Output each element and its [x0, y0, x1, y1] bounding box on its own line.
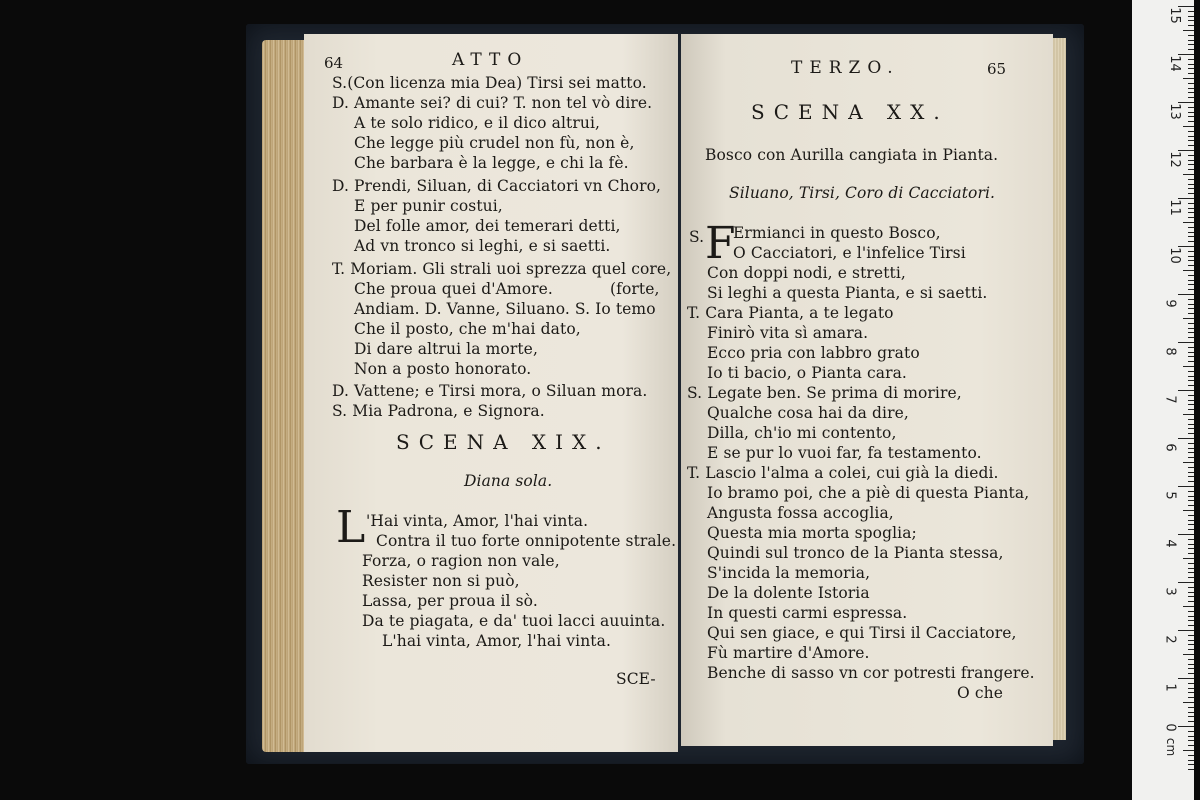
ruler-tick [1188, 448, 1194, 449]
text-line: Finirò vita sì amara. [707, 324, 869, 342]
ruler-tick [1188, 236, 1194, 237]
ruler-number: 9 [1162, 299, 1178, 308]
ruler-tick [1188, 323, 1194, 324]
ruler-tick [1188, 25, 1194, 26]
ruler-tick [1188, 649, 1194, 650]
text-line: D. Vattene; e Tirsi mora, o Siluan mora. [332, 382, 648, 400]
text-line: T. Lascio l'alma a colei, cui già la diedi. [687, 464, 999, 482]
ruler-tick [1183, 462, 1194, 463]
ruler-tick [1188, 443, 1194, 444]
ruler-tick [1188, 572, 1194, 573]
ruler-tick [1188, 11, 1194, 12]
ruler-tick [1188, 337, 1194, 338]
ruler-tick [1188, 140, 1194, 141]
ruler-tick [1188, 467, 1194, 468]
ruler-tick [1188, 376, 1194, 377]
ruler-tick [1188, 520, 1194, 521]
ruler-tick [1188, 721, 1194, 722]
ruler-number: 2 [1162, 635, 1178, 644]
ruler-tick [1188, 380, 1194, 381]
scene-title-left: SCENA XIX. [396, 430, 611, 454]
ruler-tick [1188, 121, 1194, 122]
ruler-tick [1183, 30, 1194, 31]
ruler-tick [1188, 203, 1194, 204]
text-line: S. Legate ben. Se prima di morire, [687, 384, 962, 402]
text-line: Benche di sasso vn cor potresti frangere. [707, 664, 1035, 682]
ruler-tick [1188, 553, 1194, 554]
text-line: S. Mia Padrona, e Signora. [332, 402, 545, 420]
ruler-tick [1188, 404, 1194, 405]
ruler-tick [1188, 716, 1194, 717]
ruler-tick [1188, 491, 1194, 492]
scale-ruler [1132, 0, 1194, 800]
folio-left: 64 [324, 54, 344, 72]
text-line: A te solo ridico, e il dico altrui, [354, 114, 601, 132]
ruler-tick [1178, 582, 1194, 583]
ruler-tick [1188, 596, 1194, 597]
text-line: Resister non si può, [362, 572, 520, 590]
text-line: In questi carmi espressa. [707, 604, 908, 622]
ruler-tick [1188, 697, 1194, 698]
ruler-tick [1183, 654, 1194, 655]
text-line: Del folle amor, dei temerari detti, [354, 217, 621, 235]
ruler-tick [1188, 92, 1194, 93]
ruler-number: 6 [1162, 443, 1178, 452]
ruler-tick [1188, 179, 1194, 180]
ruler-tick [1183, 318, 1194, 319]
ruler-tick [1188, 208, 1194, 209]
text-line: Si leghi a questa Pianta, e si saetti. [707, 284, 988, 302]
drop-cap-left: L [336, 502, 366, 553]
ruler-tick [1188, 20, 1194, 21]
ruler-tick [1188, 73, 1194, 74]
text-line: Non a posto honorato. [354, 360, 532, 378]
catchword-left: SCE- [616, 670, 656, 688]
ruler-tick [1188, 428, 1194, 429]
ruler-tick [1183, 414, 1194, 415]
ruler-tick [1188, 49, 1194, 50]
ruler-tick [1188, 457, 1194, 458]
ruler-tick [1188, 352, 1194, 353]
ruler-tick [1188, 640, 1194, 641]
running-head-left: ATTO [452, 50, 529, 70]
text-line: Che il posto, che m'hai dato, [354, 320, 581, 338]
text-line: 'Hai vinta, Amor, l'hai vinta. [366, 512, 589, 530]
ruler-tick [1188, 740, 1194, 741]
ruler-number: 8 [1162, 347, 1178, 356]
ruler-tick [1188, 524, 1194, 525]
ruler-tick [1178, 678, 1194, 679]
ruler-tick [1188, 193, 1194, 194]
catchword-right: O che [957, 684, 1003, 702]
ruler-tick [1183, 174, 1194, 175]
ruler-tick [1188, 188, 1194, 189]
running-head-right: TERZO. [791, 58, 900, 78]
ruler-tick [1188, 400, 1194, 401]
ruler-tick [1188, 304, 1194, 305]
ruler-tick [1188, 625, 1194, 626]
ruler-tick [1188, 736, 1194, 737]
text-line: Ad vn tronco si leghi, e si saetti. [354, 237, 611, 255]
ruler-tick [1188, 515, 1194, 516]
ruler-tick [1188, 385, 1194, 386]
folio-right: 65 [987, 60, 1007, 78]
ruler-tick [1188, 620, 1194, 621]
text-line: Ecco pria con labbro grato [707, 344, 920, 362]
text-line: Che proua quei d'Amore. [354, 280, 553, 298]
ruler-tick [1188, 107, 1194, 108]
ruler-number: 7 [1162, 395, 1178, 404]
ruler-tick [1188, 668, 1194, 669]
ruler-tick [1188, 601, 1194, 602]
ruler-tick [1178, 294, 1194, 295]
ruler-tick [1188, 548, 1194, 549]
ruler-tick [1178, 486, 1194, 487]
ruler-tick [1183, 222, 1194, 223]
ruler-tick [1188, 395, 1194, 396]
ruler-tick [1183, 270, 1194, 271]
ruler-tick [1188, 64, 1194, 65]
ruler-tick [1188, 169, 1194, 170]
text-line-forte: (forte, [610, 280, 660, 298]
ruler-tick [1188, 688, 1194, 689]
ruler-tick [1188, 256, 1194, 257]
text-line: Forza, o ragion non vale, [362, 552, 560, 570]
ruler-tick [1178, 534, 1194, 535]
scene-setting: Bosco con Aurilla cangiata in Pianta. [705, 146, 999, 164]
ruler-tick [1188, 160, 1194, 161]
text-line: Questa mia morta spoglia; [707, 524, 917, 542]
ruler-number: 1 [1162, 683, 1178, 692]
ruler-tick [1188, 299, 1194, 300]
text-line: T. Moriam. Gli strali uoi sprezza quel core, [332, 260, 672, 278]
ruler-tick [1183, 510, 1194, 511]
ruler-tick [1188, 424, 1194, 425]
ruler-tick [1188, 577, 1194, 578]
drop-speaker: S. [689, 228, 705, 246]
text-line: Qui sen giace, e qui Tirsi il Cacciatore, [707, 624, 1017, 642]
text-line: Angusta fossa accoglia, [707, 504, 894, 522]
ruler-tick [1188, 563, 1194, 564]
ruler-tick [1188, 587, 1194, 588]
text-line: Che barbara è la legge, e chi la fè. [354, 154, 629, 172]
ruler-unit: cm [1164, 737, 1179, 757]
text-line: D. Amante sei? di cui? T. non tel vò dire. [332, 94, 653, 112]
ruler-tick [1188, 184, 1194, 185]
ruler-tick [1188, 217, 1194, 218]
ruler-tick [1188, 251, 1194, 252]
ruler-tick [1188, 227, 1194, 228]
ruler-tick [1188, 136, 1194, 137]
text-line: O Cacciatori, e l'infelice Tirsi [733, 244, 966, 262]
ruler-tick [1188, 361, 1194, 362]
ruler-tick [1188, 481, 1194, 482]
scene-characters: Siluano, Tirsi, Coro di Cacciatori. [729, 184, 996, 202]
ruler-number: 12 [1166, 151, 1182, 168]
ruler-tick [1188, 635, 1194, 636]
text-line: D. Prendi, Siluan, di Cacciatori vn Choro, [332, 177, 662, 195]
ruler-tick [1188, 280, 1194, 281]
ruler-tick [1188, 371, 1194, 372]
ruler-tick [1178, 726, 1194, 727]
ruler-tick [1188, 308, 1194, 309]
scene-subtitle-left: Diana sola. [464, 472, 553, 490]
ruler-number: 5 [1162, 491, 1178, 500]
text-line: L'hai vinta, Amor, l'hai vinta. [382, 632, 611, 650]
left-page [304, 34, 678, 752]
ruler-tick [1188, 568, 1194, 569]
ruler-tick [1188, 707, 1194, 708]
ruler-tick [1188, 496, 1194, 497]
ruler-tick [1188, 452, 1194, 453]
text-line: Io bramo poi, che a piè di questa Pianta, [707, 484, 1030, 502]
ruler-number: 14 [1166, 55, 1182, 72]
ruler-tick [1188, 241, 1194, 242]
right-page [681, 34, 1053, 746]
ruler-tick [1178, 390, 1194, 391]
ruler-tick [1188, 760, 1194, 761]
ruler-tick [1188, 164, 1194, 165]
ruler-tick [1183, 702, 1194, 703]
ruler-tick [1188, 260, 1194, 261]
ruler-tick [1188, 68, 1194, 69]
ruler-tick [1188, 692, 1194, 693]
ruler-tick [1188, 592, 1194, 593]
ruler-number: 10 [1166, 247, 1182, 264]
ruler-tick [1188, 265, 1194, 266]
ruler-number: 11 [1166, 199, 1182, 216]
ruler-tick [1188, 356, 1194, 357]
ruler-tick [1188, 664, 1194, 665]
ruler-tick [1188, 755, 1194, 756]
ruler-tick [1188, 112, 1194, 113]
text-line: Andiam. D. Vanne, Siluano. S. Io temo [354, 300, 656, 318]
ruler-tick [1178, 342, 1194, 343]
text-line: Qualche cosa hai da dire, [707, 404, 909, 422]
ruler-tick [1188, 97, 1194, 98]
ruler-tick [1188, 544, 1194, 545]
ruler-number: 13 [1166, 103, 1182, 120]
ruler-tick [1178, 438, 1194, 439]
ruler-tick [1183, 558, 1194, 559]
ruler-tick [1188, 712, 1194, 713]
ruler-tick [1188, 769, 1194, 770]
ruler-tick [1188, 616, 1194, 617]
ruler-tick [1188, 419, 1194, 420]
ruler-tick [1188, 83, 1194, 84]
ruler-tick [1188, 328, 1194, 329]
ruler-tick [1188, 44, 1194, 45]
ruler-tick [1188, 745, 1194, 746]
ruler-tick [1188, 35, 1194, 36]
ruler-tick [1183, 606, 1194, 607]
text-line: Quindi sul tronco de la Pianta stessa, [707, 544, 1004, 562]
ruler-tick [1188, 332, 1194, 333]
ruler-tick [1188, 16, 1194, 17]
ruler-tick [1188, 289, 1194, 290]
text-line: S'incida la memoria, [707, 564, 871, 582]
ruler-tick [1188, 539, 1194, 540]
text-line: Lassa, per proua il sò. [362, 592, 538, 610]
ruler-tick [1183, 366, 1194, 367]
ruler-tick [1178, 630, 1194, 631]
text-line: T. Cara Pianta, a te legato [687, 304, 894, 322]
text-line: E per punir costui, [354, 197, 503, 215]
text-line: Che legge più crudel non fù, non è, [354, 134, 635, 152]
ruler-tick [1188, 659, 1194, 660]
ruler-tick [1188, 731, 1194, 732]
ruler-tick [1183, 78, 1194, 79]
ruler-tick [1188, 476, 1194, 477]
ruler-number: 0 [1162, 723, 1178, 732]
text-line: E se pur lo vuoi far, fa testamento. [707, 444, 982, 462]
text-line: S.(Con licenza mia Dea) Tirsi sei matto. [332, 74, 647, 92]
ruler-tick [1188, 284, 1194, 285]
text-line: Da te piagata, e da' tuoi lacci auuinta. [362, 612, 666, 630]
text-line: Fù martire d'Amore. [707, 644, 870, 662]
ruler-tick [1188, 472, 1194, 473]
ruler-tick [1188, 155, 1194, 156]
ruler-tick [1188, 505, 1194, 506]
ruler-tick [1188, 59, 1194, 60]
text-line: Ermianci in questo Bosco, [733, 224, 941, 242]
ruler-tick [1188, 433, 1194, 434]
ruler-number: 15 [1166, 7, 1182, 24]
text-line: Di dare altrui la morte, [354, 340, 538, 358]
ruler-tick [1188, 116, 1194, 117]
text-line: Dilla, ch'io mi contento, [707, 424, 897, 442]
ruler-tick [1188, 673, 1194, 674]
ruler-tick [1188, 764, 1194, 765]
text-line: Contra il tuo forte onnipotente strale. [376, 532, 677, 550]
ruler-tick [1188, 131, 1194, 132]
scene-title-right: SCENA XX. [751, 100, 949, 124]
ruler-tick [1188, 232, 1194, 233]
ruler-tick [1188, 275, 1194, 276]
ruler-tick [1188, 212, 1194, 213]
drop-cap-right: F [705, 218, 736, 269]
ruler-tick [1188, 347, 1194, 348]
ruler-tick [1188, 529, 1194, 530]
ruler-tick [1188, 644, 1194, 645]
ruler-number: 4 [1162, 539, 1178, 548]
ruler-tick [1188, 88, 1194, 89]
ruler-tick [1188, 611, 1194, 612]
ruler-tick [1183, 126, 1194, 127]
ruler-tick [1188, 40, 1194, 41]
ruler-tick [1183, 750, 1194, 751]
ruler-tick [1188, 313, 1194, 314]
ruler-tick [1188, 500, 1194, 501]
ruler-tick [1188, 683, 1194, 684]
ruler-tick [1188, 145, 1194, 146]
text-line: Con doppi nodi, e stretti, [707, 264, 906, 282]
ruler-number: 3 [1162, 587, 1178, 596]
ruler-tick [1188, 409, 1194, 410]
text-line: De la dolente Istoria [707, 584, 870, 602]
text-line: Io ti bacio, o Pianta cara. [707, 364, 907, 382]
